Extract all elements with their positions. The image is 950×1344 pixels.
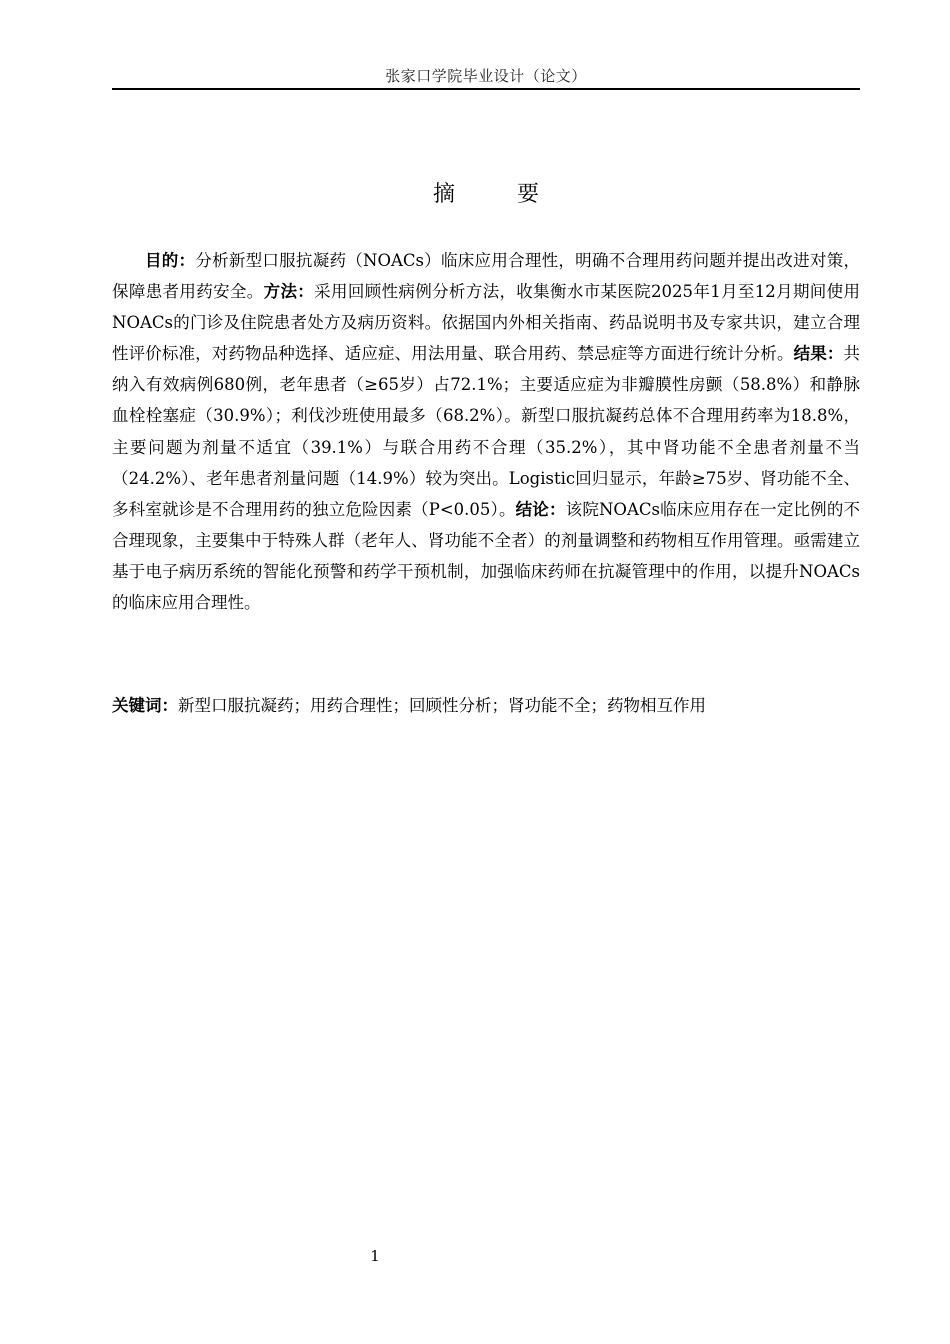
purpose-label: 目的： [145,251,196,270]
page-header: 张家口学院毕业设计（论文） [385,67,587,85]
abstract-paragraph [112,245,860,618]
keywords-label: 关键词： [112,696,178,715]
result-text: 共纳入有效病例680例，老年患者（≥65岁）占72.1%；主要适应症为非瓣膜性房颤（58.8%）和静脉血栓栓塞症（30.9%）；利伐沙班使用最多（68.2%）。新型口服抗凝药总体不合理用药率为18.8%，主要问题为剂量不适宜（39.1%）与联合用药不合理（35.2%），其中肾功能不全患者剂量不当（24.2%）、老年患者剂量问题（14.9%）较为突出。Logistic回归显示，年龄≥75岁、肾功能不全、多科室就诊是不合理用药的独立危险因素（P<0.05）。 [112,344,860,519]
conclusion-label: 结论： [515,499,566,519]
page-title: 摘 要 [432,182,559,207]
keywords-text: 新型口服抗凝药；用药合理性；回顾性分析；肾功能不全；药物相互作用 [178,696,706,715]
method-label: 方法： [263,282,315,302]
page-number: 1 [370,1247,380,1265]
result-label: 结果： [793,344,844,364]
header-divider [112,88,860,90]
method-text: 采用回顾性病例分析方法，收集衡水市某医院2025年1月至12月期间使用NOACs的门诊及住院患者处方及病历资料。依据国内外相关指南、药品说明书及专家共识，建立合理性评价标准，对药物品种选择、适应症、用法用量、联合用药、禁忌症等方面进行统计分析。 [112,282,860,364]
purpose-text: 分析新型口服抗凝药（NOACs）临床应用合理性，明确不合理用药问题并提出改进对策，保障患者用药安全。 [112,251,860,302]
conclusion-text: 该院NOACs临床应用存在一定比例的不合理现象，主要集中于特殊人群（老年人、肾功能不全者）的剂量调整和药物相互作用管理。亟需建立基于电子病历系统的智能化预警和药学干预机制，加强临床药师在抗凝管理中的作用，以提升NOACs的临床应用合理性。 [112,499,860,613]
keywords-line [112,691,860,721]
